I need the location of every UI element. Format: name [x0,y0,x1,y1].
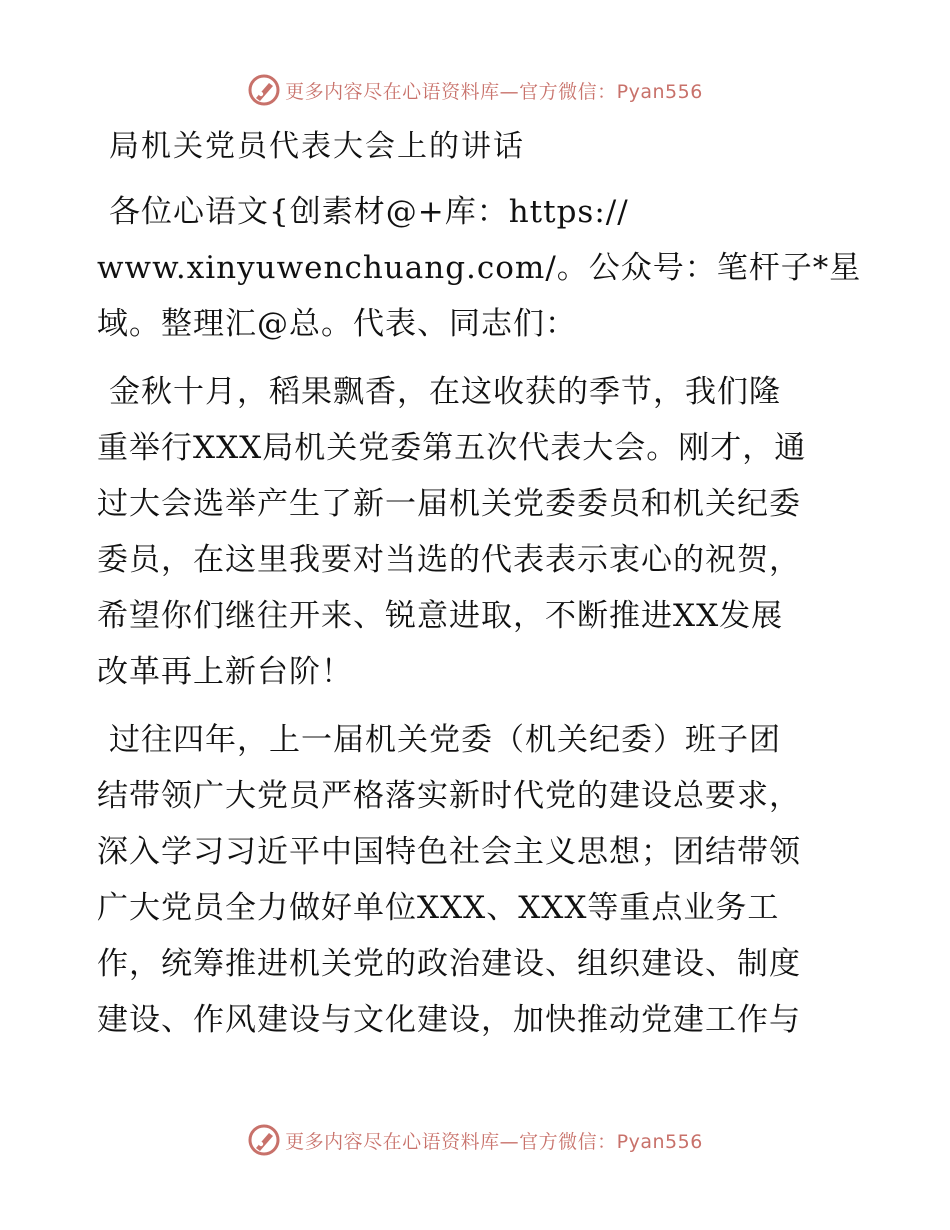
header-watermark [0,70,950,110]
paragraph-line: 重举行XXX局机关党委第五次代表大会。刚才，通 [97,430,807,466]
paragraph-line: 建设、作风建设与文化建设，加快推动党建工作与 [97,1002,801,1038]
paragraph-line: 结带领广大党员严格落实新时代党的建设总要求， [97,778,801,814]
paragraph-line: 作，统筹推进机关党的政治建设、组织建设、制度 [97,946,801,982]
paragraph [97,712,857,1048]
paragraph-line: 域。整理汇@总。代表、同志们： [97,306,577,342]
paragraph-line: 各位心语文{创素材@+库：https:// [109,194,629,230]
paragraph-line: 过大会选举产生了新一届机关党委委员和机关纪委 [97,486,801,522]
paragraph-list [97,184,862,1048]
paragraph-line: 深入学习习近平中国特色社会主义思想；团结带领 [97,834,801,870]
paragraph [97,364,857,700]
watermark-text: 更多内容尽在心语资料库—官方微信：Pyan556 [285,1130,703,1153]
paragraph-line: 改革再上新台阶！ [97,654,353,690]
document-title: 局机关党员代表大会上的讲话 [109,129,525,164]
paragraph [97,184,862,352]
paragraph-line: 过往四年，上一届机关党委（机关纪委）班子团 [109,722,781,758]
pen-logo-icon [247,73,281,107]
document-body [97,124,862,1060]
paragraph-line: www.xinyuwenchuang.com/。公众号：笔杆子*星 [97,250,862,286]
paragraph-line: 委员，在这里我要对当选的代表表示衷心的祝贺， [97,542,801,578]
paragraph-line: 广大党员全力做好单位XXX、XXX等重点业务工 [97,890,780,926]
paragraph-line: 金秋十月，稻果飘香，在这收获的季节，我们隆 [109,374,781,410]
paragraph-line: 希望你们继往开来、锐意进取，不断推进XX发展 [97,598,784,634]
watermark-text: 更多内容尽在心语资料库—官方微信：Pyan556 [285,80,703,103]
footer-watermark [0,1120,950,1160]
pen-logo-icon [247,1123,281,1157]
